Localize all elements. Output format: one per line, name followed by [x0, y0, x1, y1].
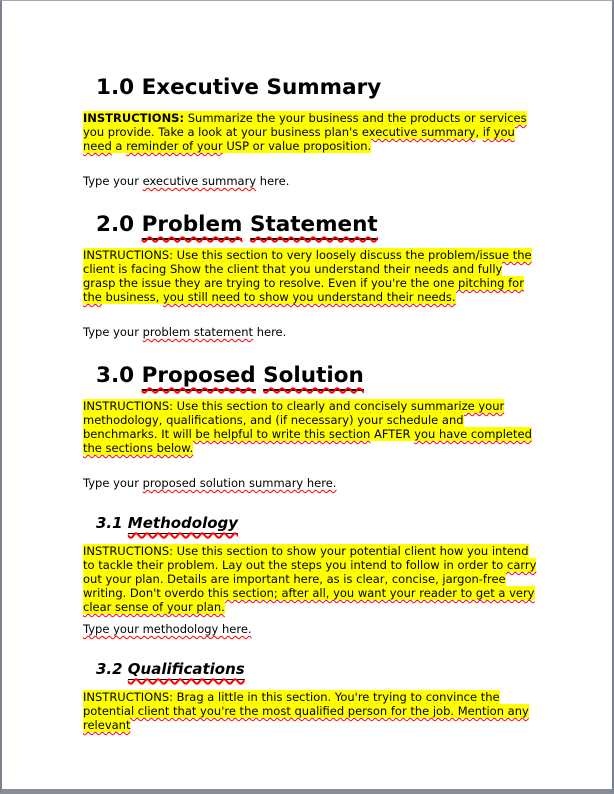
spellcheck-squiggle-text: Use this section to show your potential client how you intend to tackle their problem. Lay out the steps you intend to follow in order to carry out your plan. Details are important here, as is clear, concise, jargon-free writing. Don't overdo this section; after all, you want your reader to get a very clear sense of your plan.: [83, 544, 537, 614]
text-run: 3.2: [96, 660, 128, 678]
document-section: [83, 363, 538, 490]
placeholder-text: [83, 174, 538, 188]
spellcheck-squiggle-text: Proposed: [141, 363, 256, 388]
spellcheck-squiggle-text: plan's executive summary: [324, 125, 476, 139]
text-run: [142, 212, 243, 240]
text-run: business,: [101, 290, 163, 304]
spellcheck-squiggle-text: look: [198, 125, 223, 139]
text-run: 3.0: [96, 363, 142, 388]
spellcheck-squiggle-text: proposed solution summary here.: [142, 476, 337, 490]
section-heading: [96, 514, 538, 533]
instructions-paragraph: [83, 111, 538, 153]
document-content: [83, 75, 538, 732]
document-section: [83, 660, 538, 732]
spellcheck-squiggle-text: Type your methodology here.: [83, 622, 252, 636]
text-run: or: [460, 111, 480, 125]
section-heading: [96, 75, 538, 100]
section-heading: [96, 660, 538, 679]
text-run: INSTRUCTIONS:: [83, 111, 185, 125]
instructions-paragraph: [83, 690, 538, 732]
instructions-paragraph: [83, 544, 538, 614]
text-run: a: [111, 139, 127, 153]
highlighted-text: [83, 690, 529, 732]
section-heading: [96, 212, 538, 237]
text-run: INSTRUCTIONS:: [83, 248, 177, 262]
text-run: [128, 660, 245, 680]
spellcheck-squiggle-text: Use this section to very loosely discuss the problem/issue the client is facing Show the client that you understand their needs and fully grasp the issue they are trying to resolve. Even if you're the one pitching for the: [83, 248, 532, 304]
instructions-paragraph: [83, 399, 538, 455]
instructions-paragraph: [83, 248, 538, 304]
highlighted-text: [83, 248, 532, 304]
text-run: business: [304, 111, 363, 125]
placeholder-text: [83, 476, 538, 490]
spellcheck-squiggle-text: and the: [362, 111, 407, 125]
text-run: USP or value proposition.: [222, 139, 372, 153]
text-run: Summarize the: [184, 111, 279, 125]
highlighted-text: [83, 544, 536, 614]
spellcheck-squiggle-text: Brag a little in this section. You're trying to convince the potential client that you're the most qualified person for the job. Mention any relevant: [83, 690, 529, 732]
placeholder-text: [83, 325, 538, 339]
spellcheck-squiggle-text: products: [410, 111, 461, 125]
spellcheck-squiggle-text: you have completed the sections below.: [83, 427, 532, 455]
text-run: 1.0 Executive Summary: [96, 75, 382, 100]
text-run: Type your: [83, 174, 143, 188]
spellcheck-squiggle-text: Use this section to clearly and concisely summarize your methodology, qualifications, and (if necessary) your schedule and benchmarks. It will be helpful to write this section: [83, 399, 505, 441]
text-run: here.: [253, 325, 287, 339]
spellcheck-squiggle-text: Statement: [249, 212, 378, 237]
spellcheck-squiggle-text: if you need: [83, 125, 515, 153]
spellcheck-squiggle-text: your: [279, 111, 305, 125]
text-run: INSTRUCTIONS:: [83, 690, 177, 704]
spellcheck-squiggle-text: Qualifications: [127, 660, 245, 678]
text-run: AFTER: [370, 427, 415, 441]
document-section: [83, 514, 538, 636]
text-run: Type your: [83, 325, 143, 339]
spellcheck-squiggle-text: Solution: [263, 363, 364, 388]
spellcheck-squiggle-text: Methodology: [127, 514, 239, 532]
document-section: [83, 75, 538, 188]
text-run: [142, 363, 256, 391]
highlighted-text: [83, 111, 527, 153]
spellcheck-squiggle-text: Take: [158, 125, 184, 139]
placeholder-text: [83, 622, 538, 636]
section-heading: [96, 363, 538, 388]
document-section: [83, 212, 538, 339]
text-run: business: [266, 125, 325, 139]
text-run: INSTRUCTIONS:: [83, 399, 177, 413]
text-run: ,: [475, 125, 483, 139]
text-run: here.: [256, 174, 290, 188]
spellcheck-squiggle-text: Problem: [141, 212, 243, 237]
text-run: [128, 514, 238, 534]
text-run: [242, 212, 250, 237]
spellcheck-squiggle-text: reminder of your: [126, 139, 223, 153]
spellcheck-squiggle-text: executive summary: [142, 174, 257, 188]
spellcheck-squiggle-text: at your: [225, 125, 267, 139]
spellcheck-squiggle-text: you still need to show you understand their needs.: [162, 290, 456, 304]
text-run: Type your: [83, 476, 143, 490]
text-run: 2.0: [96, 212, 142, 237]
text-run: INSTRUCTIONS:: [83, 544, 177, 558]
spellcheck-squiggle-text: services you provide.: [83, 111, 527, 139]
spellcheck-squiggle-text: problem statement: [142, 325, 254, 339]
text-run: a: [183, 125, 199, 139]
text-run: [250, 212, 378, 240]
text-run: 3.1: [96, 514, 128, 532]
text-run: [263, 363, 364, 391]
highlighted-text: [83, 399, 532, 455]
